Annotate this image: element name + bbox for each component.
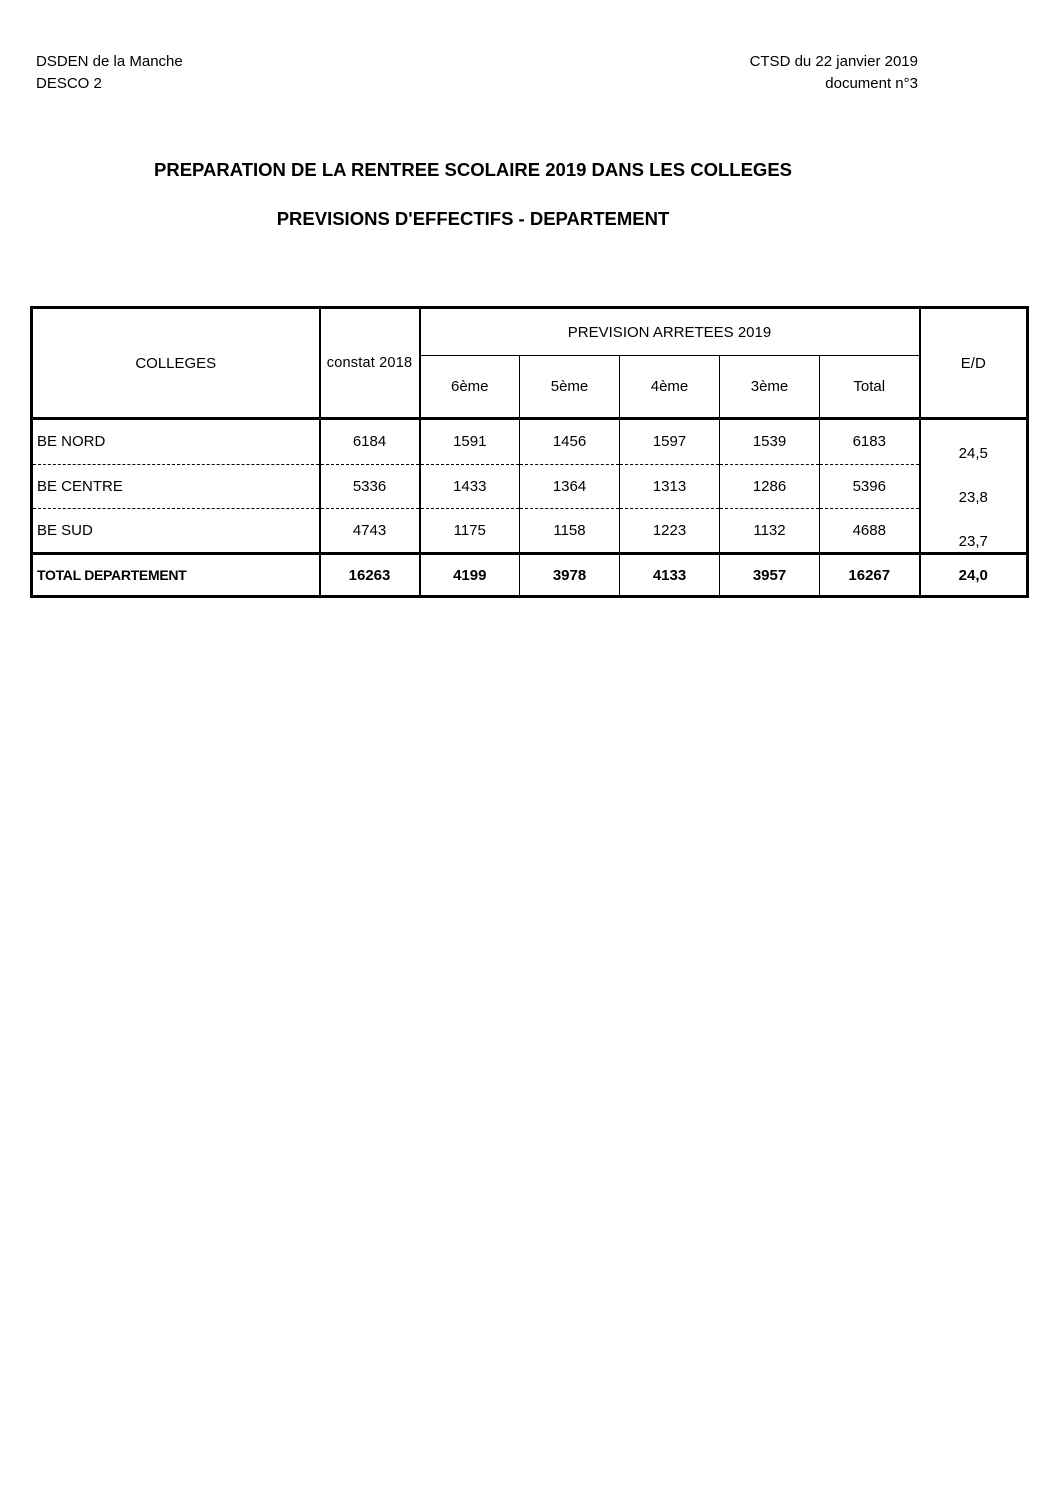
total-total: 16267 bbox=[820, 554, 920, 597]
ctsd-date: CTSD du 22 janvier 2019 bbox=[749, 53, 918, 70]
row-4eme: 1223 bbox=[620, 508, 720, 554]
grade-5-header: 5ème bbox=[520, 356, 620, 419]
colleges-header: COLLEGES bbox=[32, 308, 320, 419]
row-5eme: 1456 bbox=[520, 419, 620, 465]
row-4eme: 1597 bbox=[620, 419, 720, 465]
row-4eme: 1313 bbox=[620, 464, 720, 508]
table-header-row bbox=[32, 308, 1028, 356]
row-name: BE NORD bbox=[32, 419, 320, 465]
grade-3-header: 3ème bbox=[720, 356, 820, 419]
total-4eme: 4133 bbox=[620, 554, 720, 597]
table-row bbox=[32, 508, 1028, 554]
prevision-header: PREVISION ARRETEES 2019 bbox=[420, 308, 920, 356]
dsden-label: DSDEN de la Manche bbox=[36, 53, 183, 70]
row-ed: 24,5 bbox=[920, 419, 1028, 465]
total-ed: 24,0 bbox=[920, 554, 1028, 597]
total-constat: 16263 bbox=[320, 554, 420, 597]
row-total: 6183 bbox=[820, 419, 920, 465]
total-row bbox=[32, 554, 1028, 597]
header-left bbox=[36, 51, 183, 95]
row-constat: 6184 bbox=[320, 419, 420, 465]
row-ed: 23,8 bbox=[920, 464, 1028, 508]
row-name: BE SUD bbox=[32, 508, 320, 554]
table-row bbox=[32, 464, 1028, 508]
row-6eme: 1591 bbox=[420, 419, 520, 465]
row-5eme: 1364 bbox=[520, 464, 620, 508]
desco-label: DESCO 2 bbox=[36, 75, 102, 92]
total-3eme: 3957 bbox=[720, 554, 820, 597]
row-6eme: 1433 bbox=[420, 464, 520, 508]
ed-header: E/D bbox=[920, 308, 1028, 419]
document-number: document n°3 bbox=[825, 75, 918, 92]
row-6eme: 1175 bbox=[453, 521, 486, 539]
row-total: 5396 bbox=[820, 464, 920, 508]
constat-header: constat 2018 bbox=[320, 308, 420, 419]
row-ed: 23,7 bbox=[920, 508, 1028, 554]
row-name: BE CENTRE bbox=[32, 464, 320, 508]
total-6eme: 4199 bbox=[420, 554, 520, 597]
page-title: PREPARATION DE LA RENTREE SCOLAIRE 2019 DANS LES COLLEGES bbox=[154, 159, 792, 180]
grade-4-header: 4ème bbox=[620, 356, 720, 419]
row-constat: 5336 bbox=[320, 464, 420, 508]
row-3eme: 1132 bbox=[720, 508, 820, 554]
grade-6-header: 6ème bbox=[420, 356, 520, 419]
effectifs-table bbox=[30, 306, 1029, 598]
row-5eme: 1158 bbox=[520, 508, 620, 554]
row-total: 4688 bbox=[820, 508, 920, 554]
row-constat: 4743 bbox=[320, 508, 420, 554]
header-right bbox=[750, 51, 918, 95]
row-3eme: 1539 bbox=[720, 419, 820, 465]
row-3eme: 1286 bbox=[720, 464, 820, 508]
table-row bbox=[32, 419, 1028, 465]
total-name: TOTAL DEPARTEMENT bbox=[32, 554, 320, 597]
page-subtitle: PREVISIONS D'EFFECTIFS - DEPARTEMENT bbox=[276, 208, 670, 229]
total-5eme: 3978 bbox=[520, 554, 620, 597]
total-header: Total bbox=[820, 356, 920, 419]
